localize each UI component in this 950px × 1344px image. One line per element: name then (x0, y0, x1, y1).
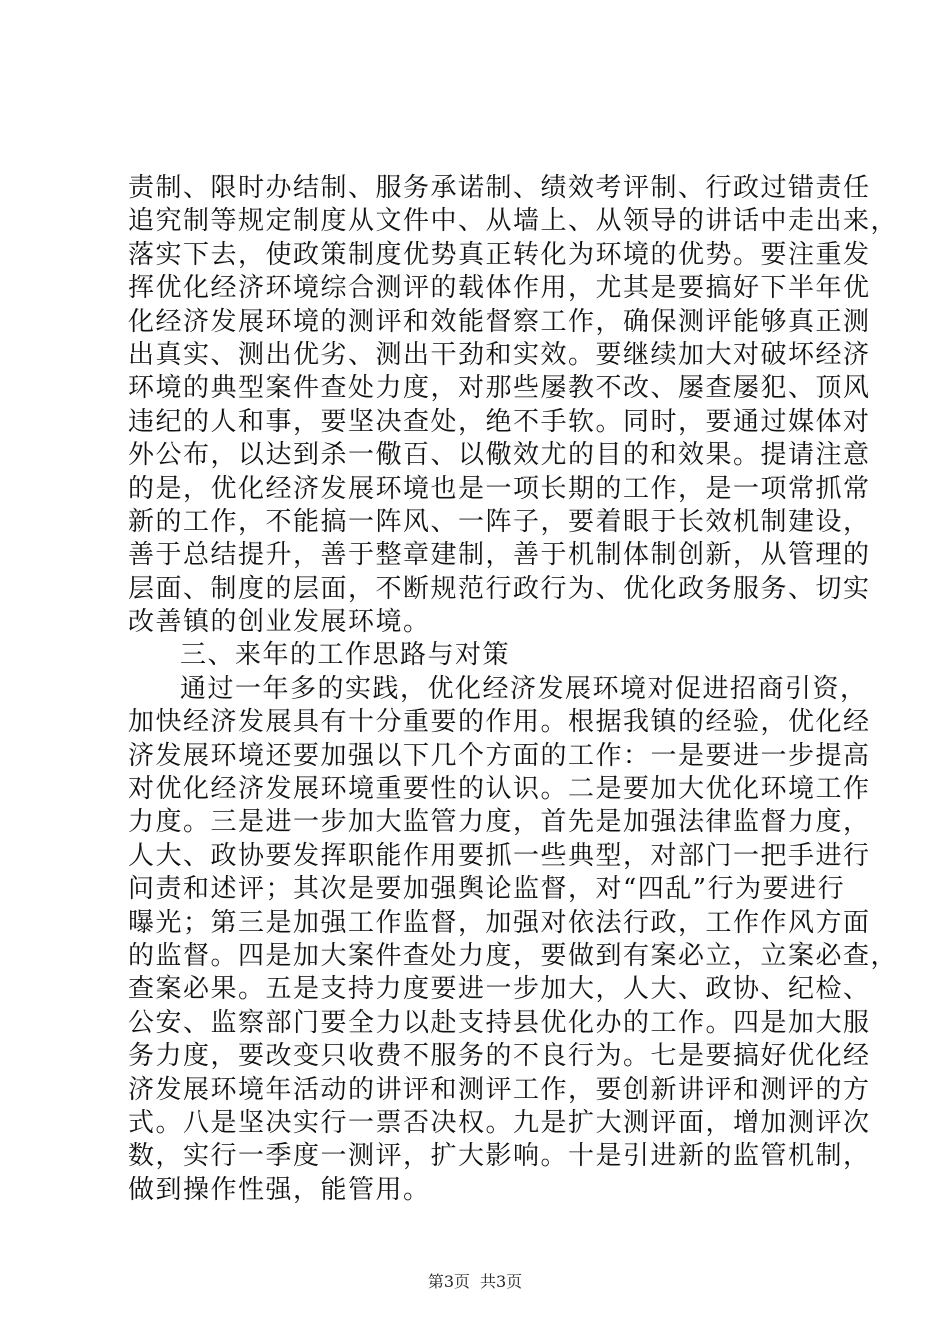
text-line: 化经济发展环境的测评和效能督察工作，确保测评能够真正测 (128, 306, 871, 337)
text-line: 问责和述评；其次是要加强舆论监督，对“四乱”行为要进行 (128, 874, 846, 905)
text-line: 公安、监察部门要全力以赴支持县优化办的工作。四是加大服 (128, 1007, 871, 1038)
text-line: 落实下去，使政策制度优势真正转化为环境的优势。要注重发 (128, 239, 871, 270)
text-line: 做到操作性强，能管用。 (128, 1174, 431, 1205)
text-line: 环境的典型案件查处力度，对那些屡教不改、屡查屡犯、顶风 (128, 373, 871, 404)
text-line: 济发展环境年活动的讲评和测评工作，要创新讲评和测评的方 (128, 1074, 871, 1105)
text-line: 追究制等规定制度从文件中、从墙上、从领导的讲话中走出来， (128, 206, 899, 237)
text-line: 改善镇的创业发展环境。 (128, 607, 431, 638)
text-line: 数，实行一季度一测评，扩大影响。十是引进新的监管机制， (128, 1141, 871, 1172)
text-line: 查案必果。五是支持力度要进一步加大，人大、政协、纪检、 (128, 974, 871, 1005)
text-line: 力度。三是进一步加大监管力度，首先是加强法律监督力度， (128, 807, 871, 838)
text-line: 对优化经济发展环境重要性的认识。二是要加大优化环境工作 (128, 774, 871, 805)
text-line: 人大、政协要发挥职能作用要抓一些典型，对部门一把手进行 (128, 840, 871, 871)
text-line: 的监督。四是加大案件查处力度，要做到有案必立，立案必查， (128, 940, 899, 971)
text-line: 的是，优化经济发展环境也是一项长期的工作，是一项常抓常 (128, 473, 871, 504)
text-line: 层面、制度的层面，不断规范行政行为、优化政务服务、切实 (128, 573, 871, 604)
page-number: 第3页 (427, 1272, 470, 1291)
document-body (128, 172, 899, 1207)
text-line: 济发展环境还要加强以下几个方面的工作：一是要进一步提高 (128, 740, 871, 771)
text-line: 式。八是坚决实行一票否决权。九是扩大测评面，增加测评次 (128, 1107, 871, 1138)
text-line: 违纪的人和事，要坚决查处，绝不手软。同时，要通过媒体对 (128, 406, 871, 437)
text-line: 曝光；第三是加强工作监督，加强对依法行政，工作作风方面 (128, 907, 871, 938)
text-line: 出真实、测出优劣、测出干劲和实效。要继续加大对破坏经济 (128, 339, 871, 370)
paragraph-first-line: 通过一年多的实践，优化经济发展环境对促进招商引资， (180, 673, 868, 704)
text-line: 责制、限时办结制、服务承诺制、绩效考评制、行政过错责任 (128, 173, 871, 203)
text-line: 加快经济发展具有十分重要的作用。根据我镇的经验，优化经 (128, 707, 871, 738)
page-footer (0, 1272, 950, 1292)
text-line: 善于总结提升，善于整章建制，善于机制体制创新，从管理的 (128, 540, 871, 571)
text-line: 挥优化经济环境综合测评的载体作用，尤其是要搞好下半年优 (128, 273, 871, 304)
text-line: 外公布，以达到杀一儆百、以儆效尤的目的和效果。提请注意 (128, 440, 871, 471)
page-total: 共3页 (480, 1272, 523, 1291)
section-heading: 三、来年的工作思路与对策 (180, 640, 511, 671)
text-line: 新的工作，不能搞一阵风、一阵子，要着眼于长效机制建设， (128, 506, 871, 537)
text-line: 务力度，要改变只收费不服务的不良行为。七是要搞好优化经 (128, 1041, 871, 1072)
